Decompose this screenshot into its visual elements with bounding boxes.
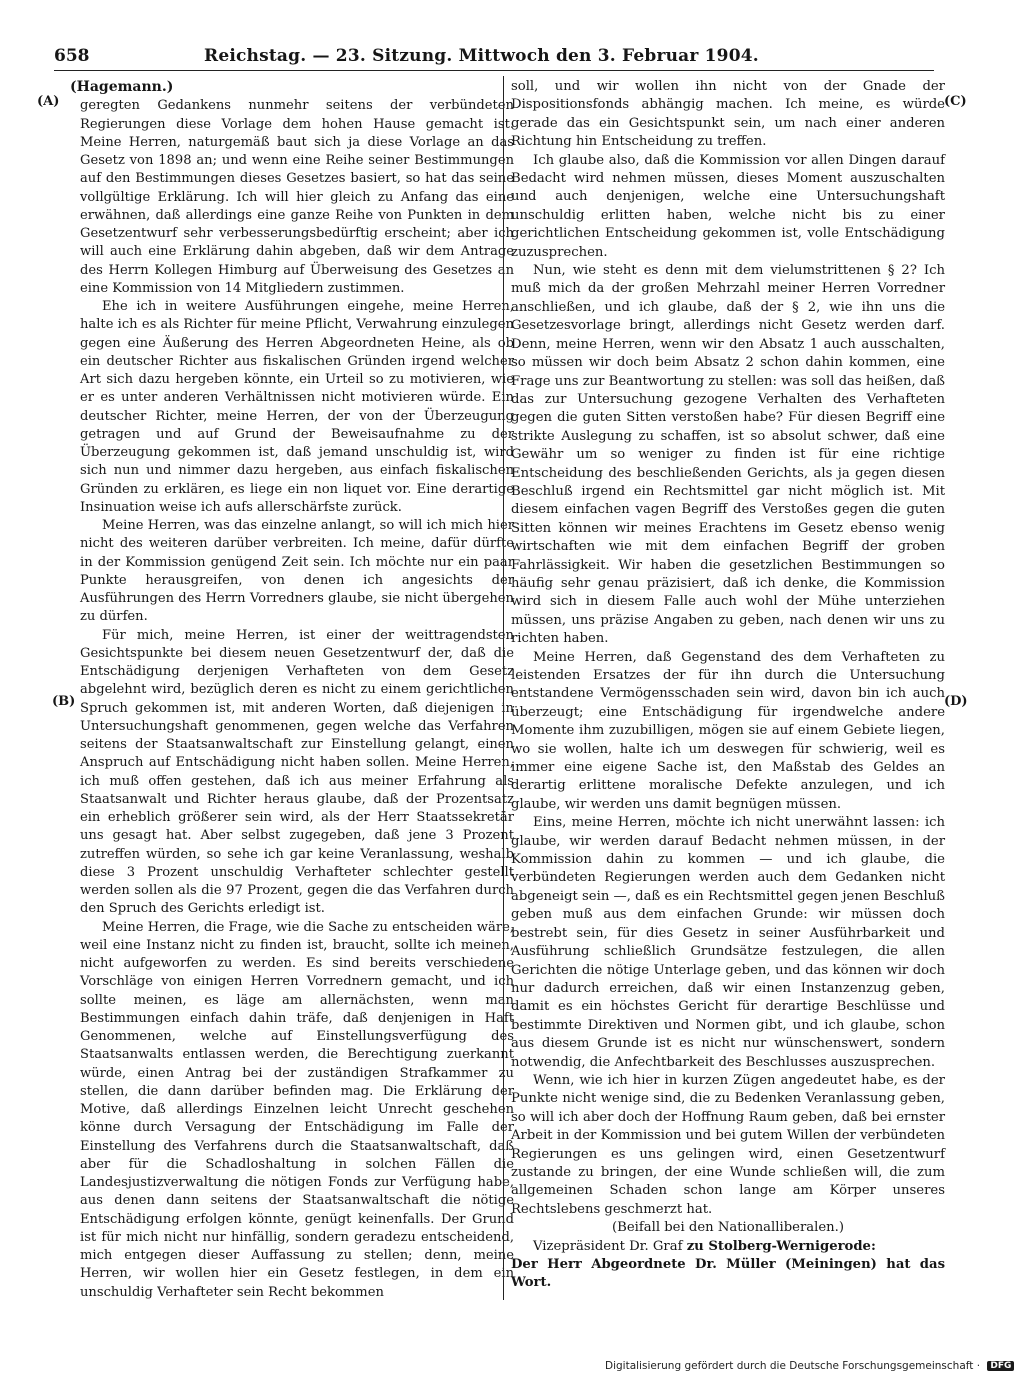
dfg-logo: DFG <box>987 1361 1014 1371</box>
column-divider <box>503 76 504 1300</box>
paragraph: Für mich, meine Herren, ist einer der weittragendsten Gesichtspunkte bei diesem neuen Gesetzentwurf der, daß die Entschädigung derjenigen Verhafteten von dem Gesetz abgelehnt wird, bezüglich deren es nicht zu einem gerichtlichen Spruch gekommen ist, mit anderen Worten, daß diejenigen in Untersuchungshaft genommenen, gegen welche das Verfahren seitens der Staatsanwaltschaft zur Einstellung gelangt, einen Anspruch auf Entschädigung nicht haben sollen. Meine Herren, ich muß offen gestehen, daß ich aus meiner Erfahrung als Staatsanwalt und Richter heraus glaube, daß der Prozentsatz ein erheblich größerer sein wird, als der Herr Staatssekretär uns gesagt hat. Aber selbst zugegeben, daß jene 3 Prozent zutreffen würden, so sehe ich gar keine Veranlassung, weshalb diese 3 Prozent unschuldig Verhafteter schlechter gestellt werden sollen als die 97 Prozent, gegen die das Verfahren durch den Spruch des Gerichts erledigt ist. <box>80 627 514 917</box>
right-column <box>511 78 945 1293</box>
paragraph: geregten Gedankens nunmehr seitens der verbündeten Regierungen diese Vorlage dem hohen Hause gemacht ist. Meine Herren, naturgemäß baut sich ja diese Vorlage an das Gesetz von 1898 an; und wenn eine Reihe seiner Bestimmungen auf den Bestimmungen dieses Gesetzes basiert, so hat das seine vollgültige Erklärung. Ich will hier gleich zu Anfang das eine erwähnen, daß allerdings eine ganze Reihe von Punkten in dem Gesetzentwurf sehr verbesserungsbedürftig erscheint; aber ich will auch eine Erklärung dahin abgeben, daß wir dem Antrage des Herrn Kollegen Himburg auf Überweisung des Gesetzes an eine Kommission von 14 Mitgliedern zustimmen. <box>80 98 514 296</box>
left-column <box>70 78 514 1302</box>
paragraph: Ich glaube also, daß die Kommission vor allen Dingen darauf Bedacht wird nehmen müssen, dieses Moment auszuschalten und auch denjenigen, welche eine Untersuchungshaft unschuldig erlitten haben, welche nicht bis zu einer gerichtlichen Entscheidung gekommen ist, volle Entschädigung zuzusprechen. <box>511 152 945 260</box>
margin-marker-a: (A) <box>37 94 60 109</box>
floor-granted-line: Der Herr Abgeordnete Dr. Müller (Meiningen) hat das Wort. <box>511 1257 945 1291</box>
margin-marker-c: (C) <box>944 94 967 109</box>
paragraph: Meine Herren, was das einzelne anlangt, so will ich mich hier nicht des weiteren darüber verbreiten. Ich meine, dafür dürfte in der Kommission genügend Zeit sein. Ich möchte nur ein paar Punkte herausgreifen, von denen ich angesichts der Ausführungen des Herrn Vorredners glaube, sie nicht übergehen zu dürfen. <box>80 518 514 625</box>
speaker-title: Vizepräsident Dr. Graf <box>533 1238 683 1254</box>
paragraph: Meine Herren, daß Gegenstand des dem Verhafteten zu leistenden Ersatzes der für ihn durch die Untersuchung entstandene Vermögensschaden sein wird, davon bin ich auch überzeugt; eine Entschädigung für irgendwelche andere Momente ihm zuzubilligen, mögen sie auf einem Gebiete liegen, wo sie wollen, halte ich um deswegen für schwierig, weil es immer eine eigene Sache ist, den Maßstab des Geldes an derartig erlittene moralische Defekte anzulegen, und ich glaube, wir werden uns damit begnügen müssen. <box>511 649 945 812</box>
paragraph: Wenn, wie ich hier in kurzen Zügen angedeutet habe, es der Punkte nicht wenige sind, die zu Bedenken Veranlassung geben, so will ich aber doch der Hoffnung Raum geben, daß bei ernster Arbeit in der Kommission und bei gutem Willen der verbündeten Regierungen es uns gelingen wird, einen Gesetzentwurf zustande zu bringen, der eine Wunde schließen will, die zum allgemeinen Schaden schon lange am Körper unseres Rechtslebens geschmerzt hat. <box>511 1072 945 1217</box>
margin-marker-b: (B) <box>52 694 76 709</box>
header-rule <box>54 70 934 71</box>
speaker-tag: (Hagemann.) <box>70 79 174 95</box>
footer-credit: Digitalisierung gefördert durch die Deutsche Forschungsgemeinschaft · <box>605 1360 981 1372</box>
paragraph: Nun, wie steht es denn mit dem vielumstrittenen § 2? Ich muß mich da der großen Mehrzahl meiner Herren Vorredner anschließen, und ich glaube, daß der § 2, wie ihn uns die Gesetzesvorlage bringt, allerdings nicht Gesetz werden darf. Denn, meine Herren, wenn wir den Absatz 1 auch ausschalten, so müssen wir doch beim Absatz 2 schon dahin kommen, eine Frage uns zur Beantwortung zu stellen: was soll das heißen, daß das zur Untersuchung gezogene Verhalten des Verhafteten gegen die guten Sitten verstoßen habe? Für diesen Begriff eine strikte Auslegung zu schaffen, ist so absolut schwer, daß eine Gewähr um so weniger zu finden ist für eine richtige Entscheidung des beschließenden Gerichts, als ja gegen diesen Beschluß irgend ein Rechtsmittel gar nicht möglich ist. Mit diesem einfachen vagen Begriff des Verstoßes gegen die guten Sitten können wir meines Erachtens im Gesetz ebenso wenig wirtschaften wie mit dem einfachen Begriff der groben Fahrlässigkeit. Wir haben die gesetzlichen Bestimmungen so häufig sehr genau präzisiert, daß ich denke, die Kommission wird sich in diesem Falle auch wohl der Mühe unterziehen müssen, uns präzise Angaben zu geben, nach denen wir uns zu richten haben. <box>511 263 945 647</box>
applause-note: (Beifall bei den Nationalliberalen.) <box>612 1220 844 1236</box>
margin-marker-d: (D) <box>944 694 968 709</box>
paragraph: Meine Herren, die Frage, wie die Sache zu entscheiden wäre, weil eine Instanz nicht zu finden ist, braucht, sollte ich meinen, nicht aufgeworfen zu werden. Es sind bereits verschiedene Vorschläge von einigen Herren Vorrednern gemacht, und ich sollte meinen, es läge am allernächsten, wenn man Bestimmungen einfach dahin träfe, daß denjenigen in Haft Genommenen, welche auf Einstellungsverfügung des Staatsanwalts entlassen werden, die Berechtigung zuerkannt würde, einen Antrag bei der zuständigen Strafkammer zu stellen, die dann darüber befinden mag. Die Erklärung der Motive, daß allerdings Einzelnen leicht Unrecht geschehen könne durch Versagung der Entschädigung im Falle der Einstellung des Verfahrens durch die Staatsanwaltschaft, daß aber für die Schadloshaltung in solchen Fällen die Landesjustizverwaltung die nötigen Fonds zur Verfügung habe, aus denen dann seitens der Staatsanwaltschaft die nötige Entschädigung erfolgen könnte, genügt keinenfalls. Der Grund ist für mich nicht nur hinfällig, sondern geradezu entscheidend, mich entgegen dieser Auffassung zu stellen; denn, meine Herren, wir wollen hier ein Gesetz festlegen, in dem ein unschuldig Verhafteter sein Recht bekommen <box>80 919 514 1300</box>
page-header <box>54 46 934 70</box>
next-speaker-intro <box>511 1238 945 1256</box>
page-footer <box>605 1360 1014 1372</box>
paragraph: Eins, meine Herren, möchte ich nicht unerwähnt lassen: ich glaube, wir werden darauf Bedacht nehmen müssen, in der Kommission dahin zu kommen — und ich glaube, die verbündeten Regierungen werden auch dem Gedanken nicht abgeneigt sein —, daß es ein Rechtsmittel gegen jenen Beschluß geben muß aus dem einfachen Grunde: wir müssen doch bestrebt sein, für dies Gesetz in seiner Ausführbarkeit und Ausführung schließlich Grundsätze festzulegen, die allen Gerichten die nötige Unterlage geben, und das können wir doch nur dadurch erreichen, daß wir einen Instanzenzug geben, damit es ein höchstes Gericht für derartige Beschlüsse und bestimmte Direktiven und Normen gibt, und ich glaube, schon aus diesem Grunde ist es nicht nur wünschenswert, sondern notwendig, die Anfechtbarkeit des Beschlusses auszusprechen. <box>511 815 945 1070</box>
paragraph: Ehe ich in weitere Ausführungen eingehe, meine Herren, halte ich es als Richter für meine Pflicht, Verwahrung einzulegen gegen eine Äußerung des Herren Abgeordneten Heine, als ob ein deutscher Richter aus fiskalischen Gründen irgend welcher Art sich dazu hergeben könnte, ein Urteil so zu motivieren, wie er es unter anderen Verhältnissen nicht motivieren würde. Ein deutscher Richter, meine Herren, der von der Überzeugung getragen und auf Grund der Beweisaufnahme zu der Überzeugung gekommen ist, daß jemand unschuldig ist, wird sich nun und nimmer dazu hergeben, aus einfach fiskalischen Gründen zu erklären, es liege ein non liquet vor. Eine derartige Insinuation weise ich aufs allerschärfste zurück. <box>80 299 514 515</box>
page-number: 658 <box>54 46 90 66</box>
running-head: Reichstag. — 23. Sitzung. Mittwoch den 3. Februar 1904. <box>204 46 759 66</box>
speaker-name: zu Stolberg-Wernigerode: <box>686 1238 876 1254</box>
paragraph: soll, und wir wollen ihn nicht von der Gnade der Dispositionsfonds abhängig machen. Ich meine, es würde gerade das ein Gesichtspunkt sein, um nach einer anderen Richtung hin Entscheidung zu treffen. <box>511 79 945 150</box>
